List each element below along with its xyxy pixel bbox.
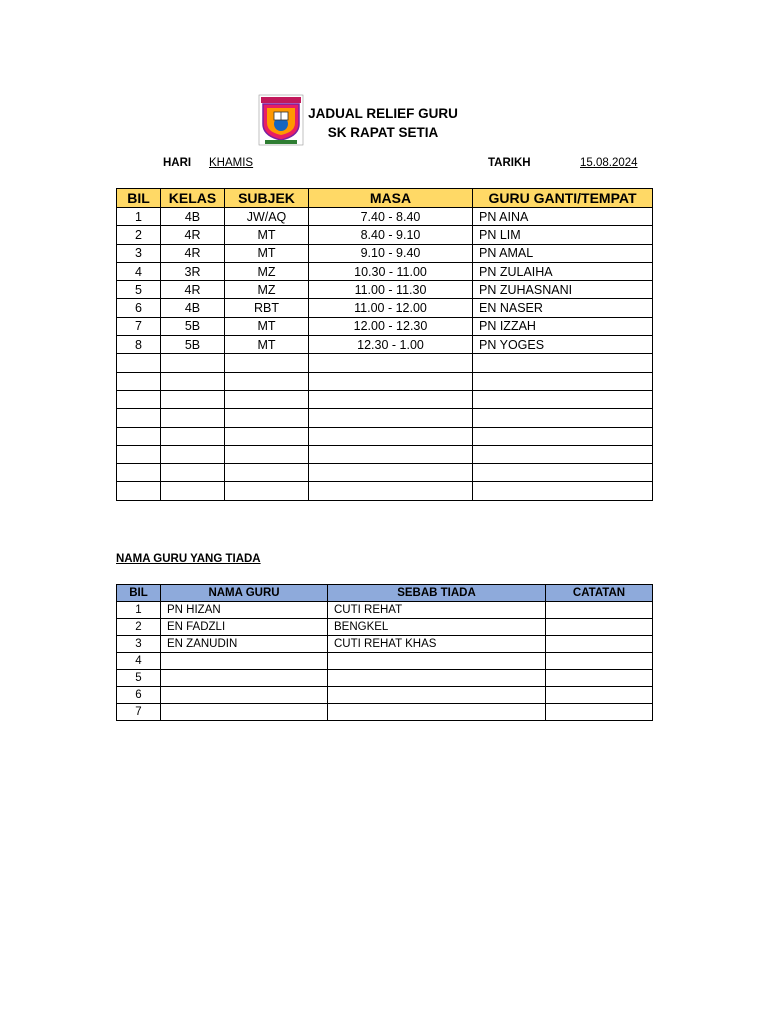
cell-masa <box>309 482 473 500</box>
cell-subjek: MZ <box>225 262 309 280</box>
cell-subjek: MT <box>225 244 309 262</box>
cell-subjek <box>225 464 309 482</box>
cell-bil: 5 <box>117 281 161 299</box>
table-row <box>117 704 653 721</box>
cell-bil: 6 <box>117 687 161 704</box>
col-header-bil: BIL <box>117 585 161 602</box>
table-row <box>117 636 653 653</box>
col-header-bil: BIL <box>117 189 161 208</box>
cell-catatan <box>546 636 653 653</box>
table-row <box>117 244 653 262</box>
cell-masa: 12.00 - 12.30 <box>309 317 473 335</box>
absent-header-row <box>117 585 653 602</box>
school-crest-icon <box>258 94 304 148</box>
cell-masa <box>309 427 473 445</box>
cell-catatan <box>546 602 653 619</box>
cell-kelas: 4B <box>161 299 225 317</box>
cell-subjek <box>225 354 309 372</box>
cell-bil <box>117 445 161 463</box>
cell-subjek <box>225 482 309 500</box>
cell-nama-guru <box>161 687 328 704</box>
cell-masa: 7.40 - 8.40 <box>309 208 473 226</box>
cell-kelas: 4R <box>161 244 225 262</box>
cell-nama-guru <box>161 704 328 721</box>
cell-guru-ganti: PN ZUHASNANI <box>473 281 653 299</box>
table-row <box>117 262 653 280</box>
hari-label: HARI <box>163 157 192 169</box>
cell-bil: 3 <box>117 636 161 653</box>
table-row <box>117 208 653 226</box>
table-row <box>117 354 653 372</box>
cell-kelas: 4B <box>161 208 225 226</box>
cell-masa <box>309 464 473 482</box>
cell-bil: 8 <box>117 336 161 354</box>
cell-catatan <box>546 670 653 687</box>
cell-bil <box>117 482 161 500</box>
col-header-guru-ganti: GURU GANTI/TEMPAT <box>473 189 653 208</box>
cell-subjek: MZ <box>225 281 309 299</box>
cell-guru-ganti: PN LIM <box>473 226 653 244</box>
cell-masa <box>309 409 473 427</box>
cell-sebab-tiada: CUTI REHAT KHAS <box>328 636 546 653</box>
cell-bil: 4 <box>117 262 161 280</box>
cell-bil <box>117 372 161 390</box>
cell-bil: 7 <box>117 317 161 335</box>
cell-masa: 10.30 - 11.00 <box>309 262 473 280</box>
cell-masa <box>309 354 473 372</box>
cell-guru-ganti: EN NASER <box>473 299 653 317</box>
cell-subjek: MT <box>225 317 309 335</box>
relief-table <box>116 188 653 501</box>
hari-value: KHAMIS <box>209 157 254 169</box>
table-row <box>117 653 653 670</box>
cell-kelas <box>161 445 225 463</box>
cell-kelas <box>161 427 225 445</box>
tarikh-label: TARIKH <box>488 157 531 169</box>
tarikh-value: 15.08.2024 <box>580 157 638 169</box>
cell-masa: 12.30 - 1.00 <box>309 336 473 354</box>
table-row <box>117 687 653 704</box>
cell-sebab-tiada <box>328 687 546 704</box>
cell-masa <box>309 372 473 390</box>
cell-kelas <box>161 482 225 500</box>
cell-bil: 5 <box>117 670 161 687</box>
cell-guru-ganti <box>473 482 653 500</box>
table-row <box>117 226 653 244</box>
cell-subjek <box>225 372 309 390</box>
cell-nama-guru <box>161 670 328 687</box>
cell-masa: 11.00 - 12.00 <box>309 299 473 317</box>
cell-bil <box>117 354 161 372</box>
cell-sebab-tiada <box>328 653 546 670</box>
col-header-kelas: KELAS <box>161 189 225 208</box>
cell-bil: 1 <box>117 208 161 226</box>
relief-header-row <box>117 189 653 208</box>
cell-kelas: 3R <box>161 262 225 280</box>
col-header-sebab-tiada: SEBAB TIADA <box>328 585 546 602</box>
cell-guru-ganti <box>473 372 653 390</box>
cell-bil: 4 <box>117 653 161 670</box>
cell-guru-ganti: PN AMAL <box>473 244 653 262</box>
cell-bil: 7 <box>117 704 161 721</box>
cell-guru-ganti: PN IZZAH <box>473 317 653 335</box>
cell-masa: 11.00 - 11.30 <box>309 281 473 299</box>
cell-bil <box>117 390 161 408</box>
cell-bil: 6 <box>117 299 161 317</box>
table-row <box>117 390 653 408</box>
cell-subjek: RBT <box>225 299 309 317</box>
cell-kelas <box>161 409 225 427</box>
cell-subjek: MT <box>225 226 309 244</box>
cell-catatan <box>546 653 653 670</box>
table-row <box>117 372 653 390</box>
cell-subjek: JW/AQ <box>225 208 309 226</box>
cell-guru-ganti <box>473 390 653 408</box>
cell-subjek <box>225 390 309 408</box>
cell-sebab-tiada: BENGKEL <box>328 619 546 636</box>
cell-kelas <box>161 390 225 408</box>
table-row <box>117 464 653 482</box>
absent-section-title: NAMA GURU YANG TIADA <box>116 553 261 565</box>
col-header-masa: MASA <box>309 189 473 208</box>
cell-nama-guru: EN ZANUDIN <box>161 636 328 653</box>
cell-bil: 2 <box>117 226 161 244</box>
cell-guru-ganti <box>473 427 653 445</box>
cell-guru-ganti: PN YOGES <box>473 336 653 354</box>
cell-sebab-tiada: CUTI REHAT <box>328 602 546 619</box>
cell-catatan <box>546 687 653 704</box>
cell-bil: 3 <box>117 244 161 262</box>
cell-masa <box>309 390 473 408</box>
cell-kelas: 4R <box>161 281 225 299</box>
cell-subjek <box>225 445 309 463</box>
cell-masa: 9.10 - 9.40 <box>309 244 473 262</box>
table-row <box>117 427 653 445</box>
cell-catatan <box>546 704 653 721</box>
cell-kelas: 4R <box>161 226 225 244</box>
cell-guru-ganti <box>473 464 653 482</box>
cell-masa <box>309 445 473 463</box>
table-row <box>117 409 653 427</box>
cell-nama-guru: PN HIZAN <box>161 602 328 619</box>
cell-sebab-tiada <box>328 670 546 687</box>
document-title: JADUAL RELIEF GURU <box>308 106 458 121</box>
cell-kelas: 5B <box>161 336 225 354</box>
cell-sebab-tiada <box>328 704 546 721</box>
absent-teachers-table <box>116 584 653 721</box>
table-row <box>117 336 653 354</box>
cell-nama-guru <box>161 653 328 670</box>
cell-bil <box>117 464 161 482</box>
cell-guru-ganti: PN ZULAIHA <box>473 262 653 280</box>
col-header-catatan: CATATAN <box>546 585 653 602</box>
col-header-subjek: SUBJEK <box>225 189 309 208</box>
cell-guru-ganti <box>473 354 653 372</box>
cell-kelas <box>161 464 225 482</box>
cell-kelas <box>161 372 225 390</box>
cell-bil <box>117 409 161 427</box>
table-row <box>117 281 653 299</box>
cell-guru-ganti <box>473 445 653 463</box>
cell-bil: 2 <box>117 619 161 636</box>
cell-bil: 1 <box>117 602 161 619</box>
cell-catatan <box>546 619 653 636</box>
table-row <box>117 445 653 463</box>
school-name: SK RAPAT SETIA <box>327 125 439 140</box>
cell-kelas <box>161 354 225 372</box>
table-row <box>117 602 653 619</box>
table-row <box>117 482 653 500</box>
table-row <box>117 317 653 335</box>
cell-kelas: 5B <box>161 317 225 335</box>
cell-nama-guru: EN FADZLI <box>161 619 328 636</box>
cell-subjek <box>225 409 309 427</box>
cell-guru-ganti: PN AINA <box>473 208 653 226</box>
cell-masa: 8.40 - 9.10 <box>309 226 473 244</box>
table-row <box>117 670 653 687</box>
table-row <box>117 619 653 636</box>
cell-subjek: MT <box>225 336 309 354</box>
cell-bil <box>117 427 161 445</box>
cell-subjek <box>225 427 309 445</box>
table-row <box>117 299 653 317</box>
cell-guru-ganti <box>473 409 653 427</box>
col-header-nama-guru: NAMA GURU <box>161 585 328 602</box>
